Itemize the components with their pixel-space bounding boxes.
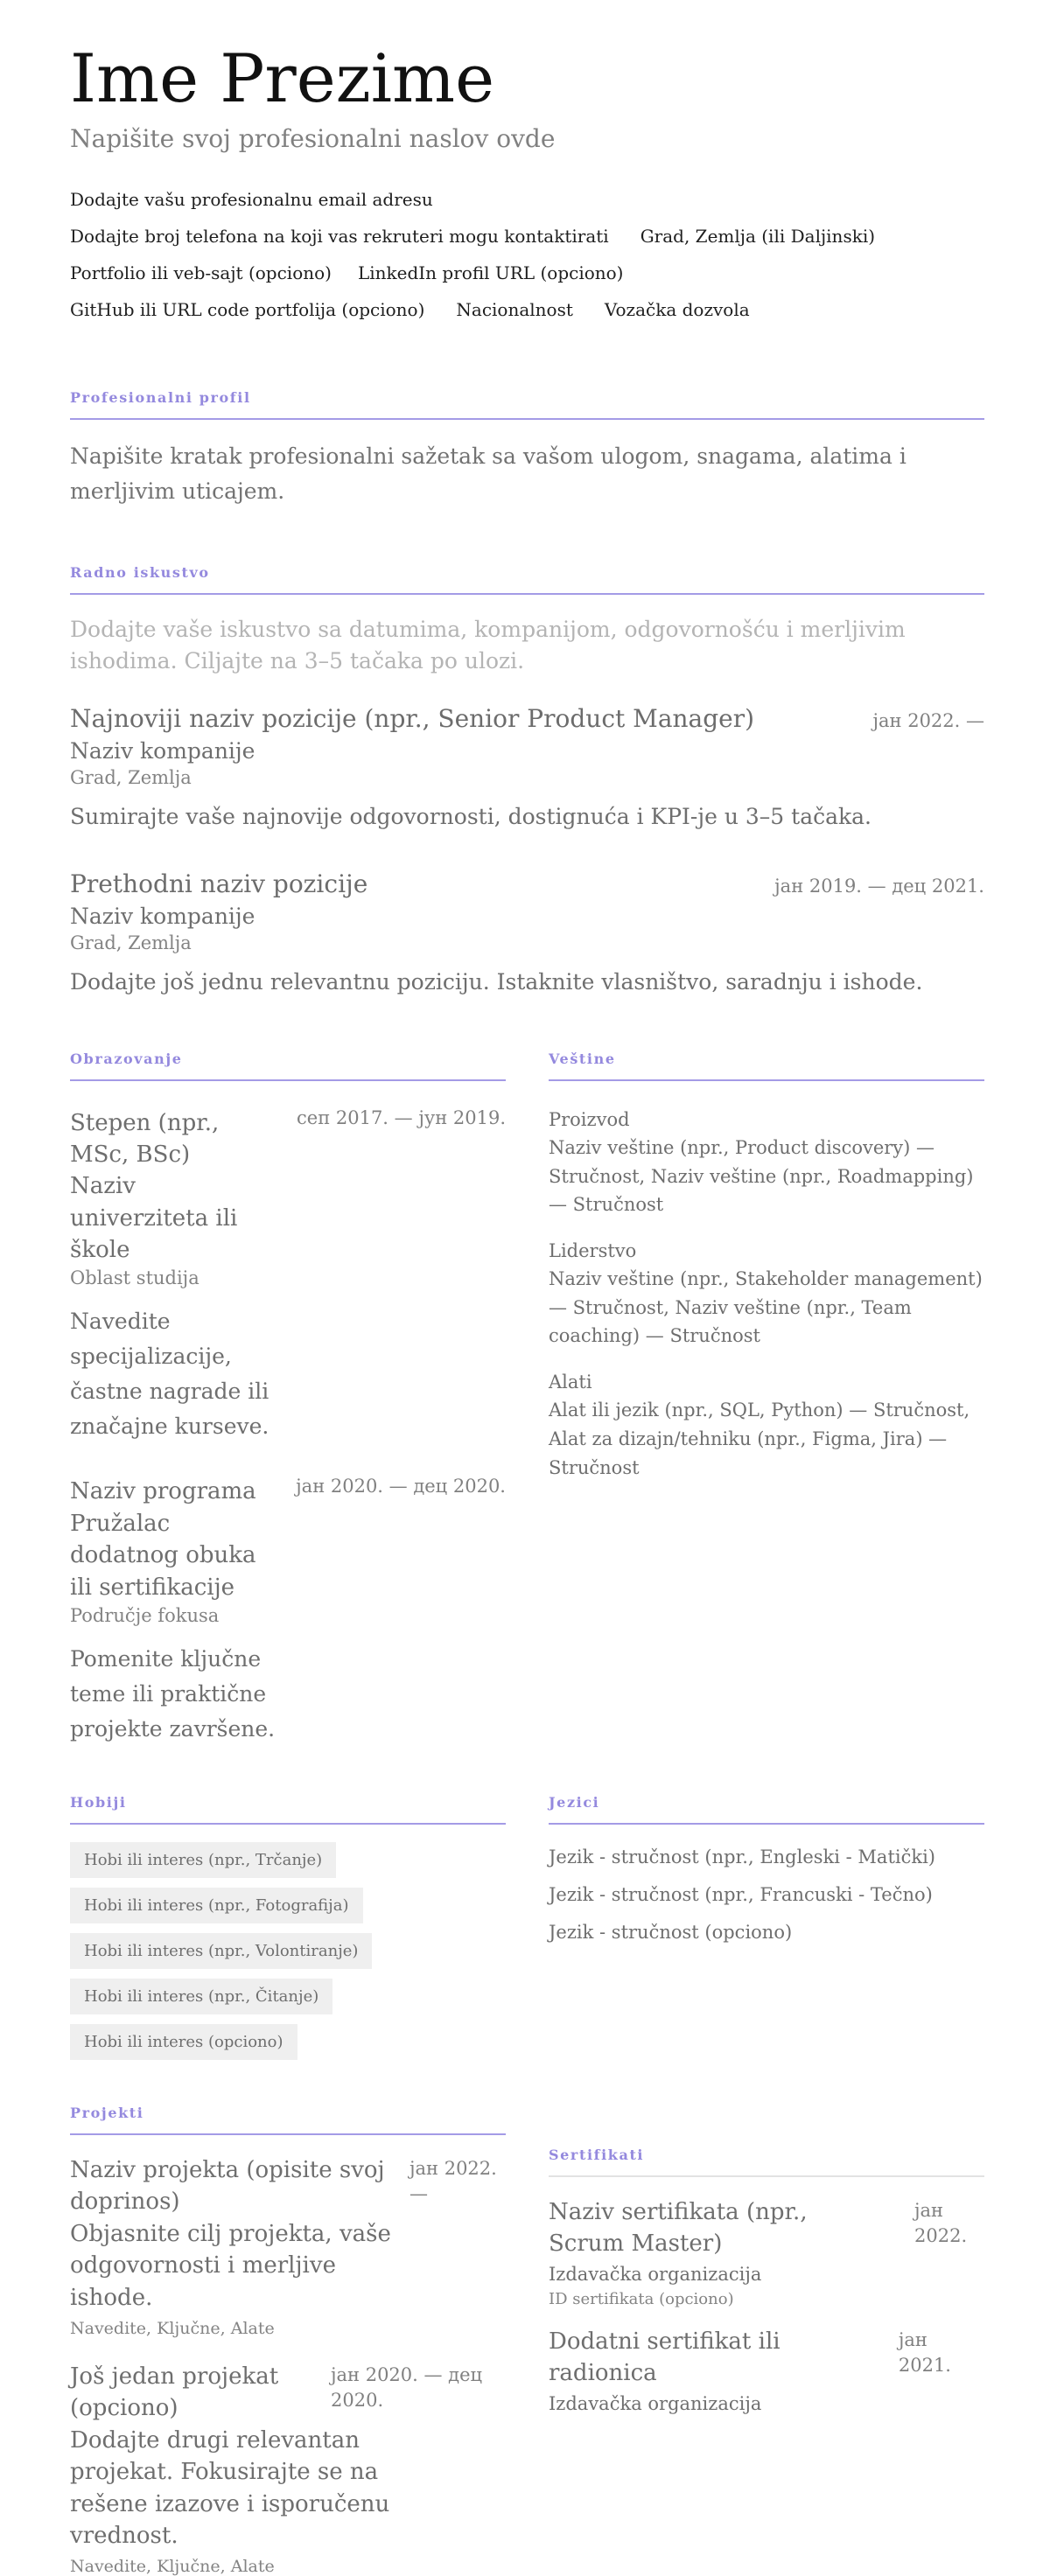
field: Oblast studija: [70, 1267, 200, 1289]
nationality: Nacionalnost: [456, 299, 573, 320]
school: Naziv univerziteta ili škole: [70, 1173, 238, 1264]
project-keywords: Navedite, Ključne, Alate: [70, 2557, 275, 2576]
skill-group: [549, 1237, 984, 1351]
job-date: јан 2019. — дец 2021.: [774, 875, 984, 897]
degree: Naziv programa: [70, 1478, 256, 1505]
education-entry: [70, 1476, 506, 1747]
contact-info: [70, 181, 984, 328]
section-heading: Projekti: [70, 2105, 506, 2135]
languages-section: [549, 1794, 984, 2070]
certificate-id: ID sertifikata (opciono): [549, 2289, 734, 2308]
hobby-chip: Hobi ili interes (npr., Čitanje): [70, 1979, 332, 2014]
project-date: јан 2020. — дец 2020.: [331, 2363, 483, 2412]
skill-group-text: Naziv veštine (npr., Stakeholder management) — Stručnost, Naziv veštine (npr., Team coaching) — Stručnost: [549, 1268, 983, 1347]
project-description: Objasnite cilj projekta, vaše odgovornosti i merljive ishode.: [70, 2220, 391, 2311]
issuer: Izdavačka organizacija: [549, 2392, 762, 2414]
github: GitHub ili URL code portfolija (opciono): [70, 299, 425, 320]
job-location: Grad, Zemlja: [70, 766, 192, 788]
portfolio: Portfolio ili veb-sajt (opciono): [70, 262, 332, 283]
job-description: Dodajte još jednu relevantnu poziciju. Istaknite vlasništvo, saradnju i ishode.: [70, 968, 923, 995]
school: Pružalac dodatnog obuka ili sertifikacije: [70, 1510, 256, 1601]
linkedin: LinkedIn profil URL (opciono): [357, 262, 624, 283]
hobby-chip: Hobi ili interes (npr., Trčanje): [70, 1842, 336, 1878]
job-title: Najnoviji naziv pozicije (npr., Senior Product Manager): [70, 703, 755, 733]
profile-section: [70, 389, 984, 508]
section-heading: Jezici: [549, 1794, 984, 1825]
project-entry: [70, 2154, 506, 2338]
education-entry: [70, 1107, 506, 1445]
hobby-chip: Hobi ili interes (opciono): [70, 2024, 298, 2060]
job-location: Grad, Zemlja: [70, 932, 192, 953]
certificate-date: јан 2022.: [914, 2200, 968, 2247]
location: Grad, Zemlja (ili Daljinski): [640, 226, 876, 247]
company: Naziv kompanije: [70, 903, 256, 929]
issuer: Izdavačka organizacija: [549, 2263, 762, 2285]
hobby-chip: Hobi ili interes (npr., Fotografija): [70, 1888, 363, 1923]
skill-group-text: Naziv veštine (npr., Product discovery) — Stručnost, Naziv veštine (npr., Roadmapping) — Stručnost: [549, 1137, 974, 1216]
section-heading: Hobiji: [70, 1794, 506, 1825]
project-title: Još jedan projekat (opciono): [70, 2363, 279, 2422]
skill-group-name: Alati: [549, 1371, 592, 1393]
skill-group: [549, 1368, 984, 1482]
name: Ime Prezime: [70, 39, 495, 117]
job-title: Prethodni naziv pozicije: [70, 869, 368, 898]
company: Naziv kompanije: [70, 737, 256, 764]
language-item: Jezik - stručnost (opciono): [549, 1922, 793, 1944]
certificate-entry: [549, 2326, 984, 2414]
project-description: Dodajte drugi relevantan projekat. Fokusirajte se na rešene izazove i isporučenu vrednost.: [70, 2426, 390, 2549]
skill-group: [549, 1106, 984, 1219]
certificate-title: Dodatni sertifikat ili radionica: [549, 2328, 780, 2387]
skill-group-text: Alat ili jezik (npr., SQL, Python) — Stručnost, Alat za dizajn/tehniku (npr., Figma, Jira) — Stručnost: [549, 1400, 970, 1478]
certificate-title: Naziv sertifikata (npr., Scrum Master): [549, 2199, 808, 2258]
section-heading: Veštine: [549, 1051, 984, 1081]
skills-section: [549, 1051, 984, 1748]
project-keywords: Navedite, Ključne, Alate: [70, 2318, 275, 2338]
education-date: јан 2020. — дец 2020.: [296, 1476, 506, 1497]
education-description: Navedite specijalizacije, častne nagrade ili značajne kurseve.: [70, 1309, 270, 1440]
job-description: Sumirajte vaše najnovije odgovornosti, dostignuća i KPI-je u 3–5 tačaka.: [70, 803, 872, 829]
education-date: сеп 2017. — јун 2019.: [297, 1106, 506, 1128]
profile-summary: Napišite kratak profesionalni sažetak sa vašom ulogom, snagama, alatima i merljivim uticajem.: [70, 443, 906, 504]
project-title: Naziv projekta (opisite svoj doprinos): [70, 2157, 385, 2216]
language-item: Jezik - stručnost (npr., Francuski - Tečno): [549, 1884, 933, 1906]
language-item: Jezik - stručnost (npr., Engleski - Matički): [549, 1846, 935, 1868]
experience-section: [70, 564, 984, 995]
section-heading: Sertifikati: [549, 2147, 984, 2177]
hobbies-section: [70, 1794, 506, 2070]
section-heading: Profesionalni profil: [70, 389, 984, 420]
drivers-license: Vozačka dozvola: [604, 299, 750, 320]
certificate-entry: [549, 2196, 984, 2308]
section-heading: Obrazovanje: [70, 1051, 506, 1081]
skill-group-name: Proizvod: [549, 1108, 630, 1130]
project-entry: [70, 2361, 506, 2576]
email: Dodajte vašu profesionalnu email adresu: [70, 189, 433, 210]
phone: Dodajte broj telefona na koji vas rekruteri mogu kontaktirati: [70, 226, 609, 247]
section-heading: Radno iskustvo: [70, 564, 984, 595]
certificate-date: јан 2021.: [898, 2328, 951, 2377]
field: Područje fokusa: [70, 1605, 220, 1627]
education-description: Pomenite ključne teme ili praktične projekte završene.: [70, 1646, 276, 1742]
job-date: јан 2022. —: [872, 709, 984, 731]
degree: Stepen (npr., MSc, BSc): [70, 1109, 220, 1168]
projects-section: [70, 2105, 506, 2576]
project-date: јан 2022. —: [410, 2158, 497, 2205]
certificates-section: [549, 2147, 984, 2576]
experience-intro: Dodajte vaše iskustvo sa datumima, kompanijom, odgovornošću i merljivim ishodima. Ciljajte na 3–5 tačaka po ulozi.: [70, 617, 906, 674]
professional-title: Napišite svoj profesionalni naslov ovde: [70, 124, 556, 153]
skill-group-name: Liderstvo: [549, 1239, 637, 1261]
job-entry: [70, 869, 984, 995]
hobby-chip: Hobi ili interes (npr., Volontiranje): [70, 1933, 372, 1969]
job-entry: [70, 704, 984, 829]
education-section: [70, 1051, 506, 1748]
